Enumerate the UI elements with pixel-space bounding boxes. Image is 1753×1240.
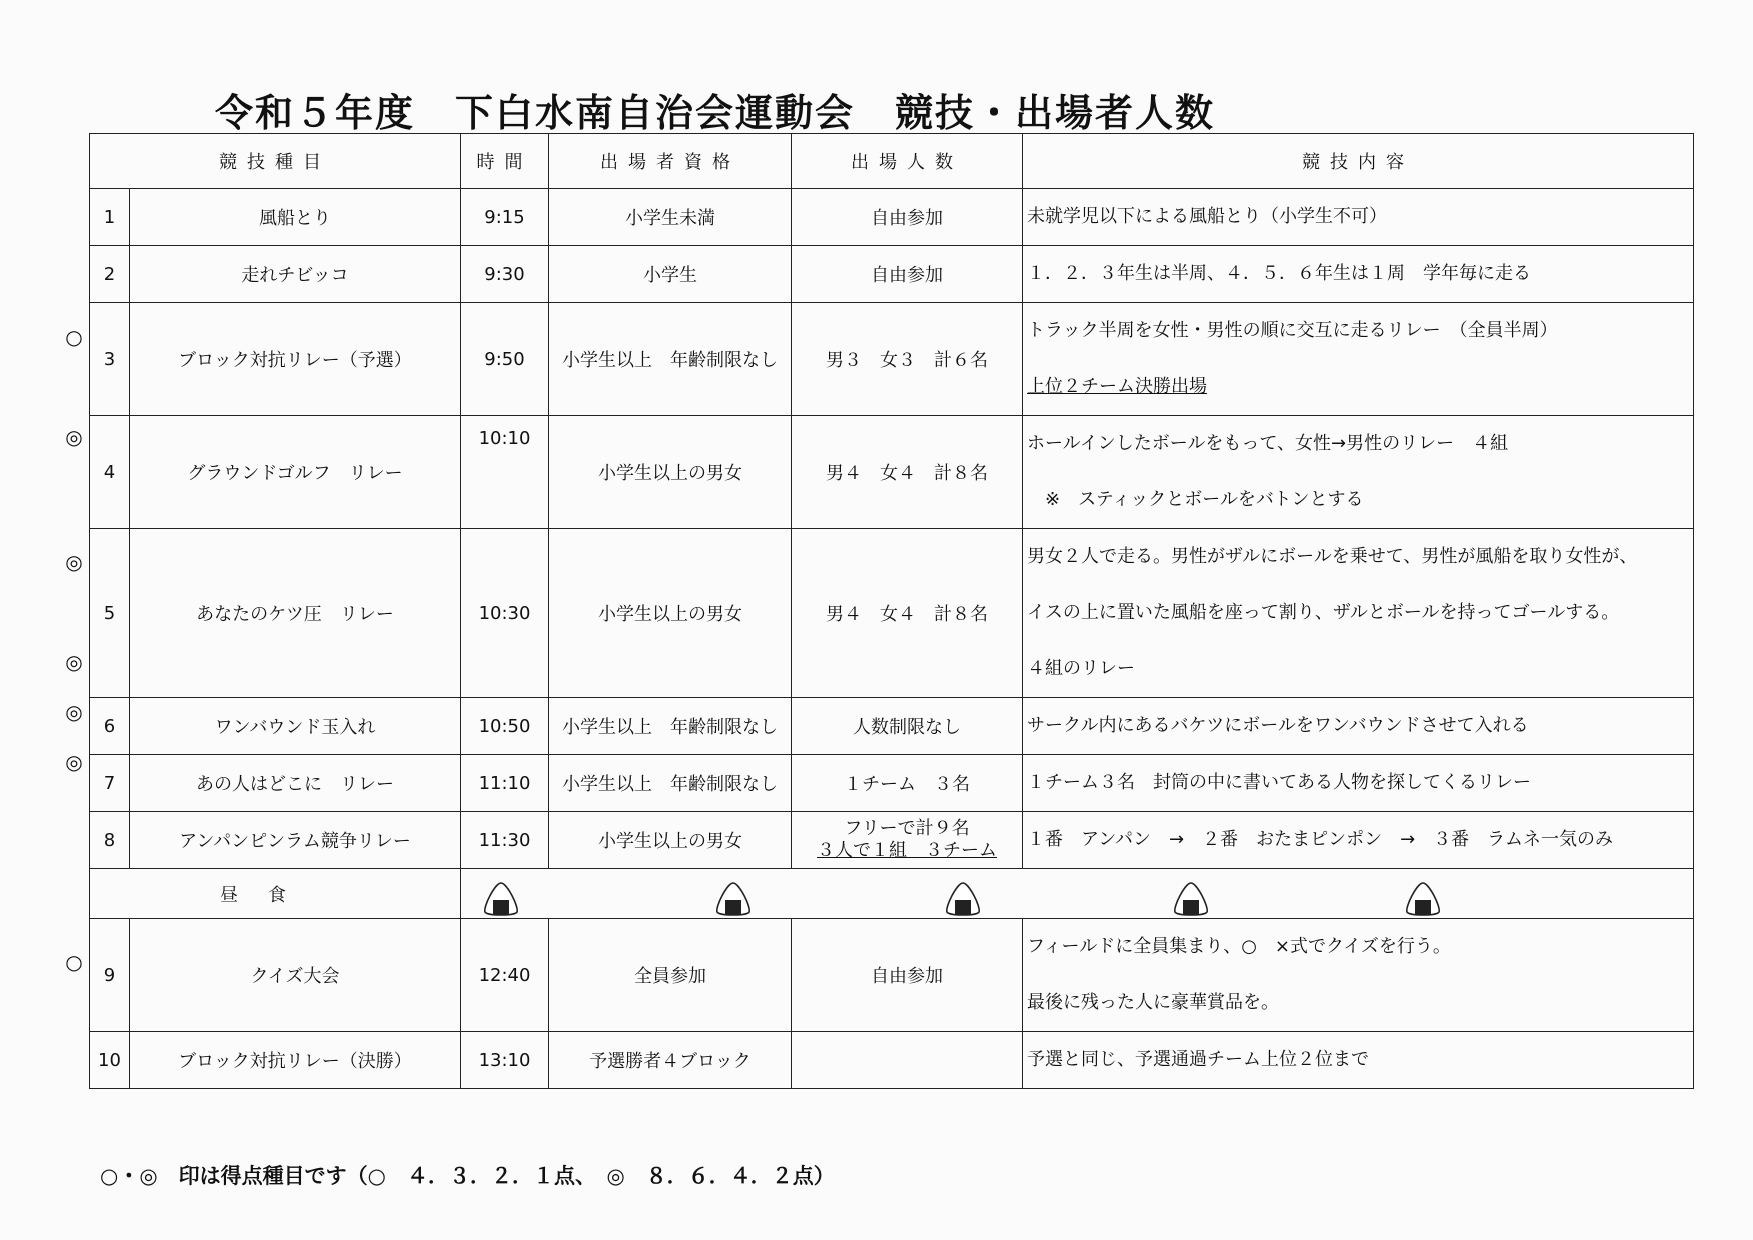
eligibility: 小学生以上の男女 (549, 529, 792, 698)
onigiri-icon (943, 881, 983, 917)
table-row (90, 1032, 1694, 1089)
content-line: トラック半周を女性・男性の順に交互に走るリレー （全員半周） (1027, 320, 1558, 341)
row-number: 6 (90, 698, 130, 755)
event-content (1023, 919, 1694, 1032)
page-title: 令和５年度 下白水南自治会運動会 競技・出場者人数 (215, 91, 1216, 135)
row-number: 4 (90, 416, 130, 529)
row-number: 3 (90, 303, 130, 416)
participant-count: 人数制限なし (792, 698, 1023, 755)
lunch-row (90, 869, 1694, 919)
table-row (90, 416, 1694, 529)
participant-count: 男４ 女４ 計８名 (792, 529, 1023, 698)
content-line: １番 アンパン → ２番 おたまピンポン → ３番 ラムネ一気のみ (1027, 829, 1614, 850)
scoring-mark: ◎ (65, 550, 83, 574)
content-line: ４組のリレー (1027, 658, 1135, 679)
eligibility: 小学生以上 年齢制限なし (549, 755, 792, 812)
event-time: 9:15 (461, 189, 549, 246)
eligibility: 小学生以上の男女 (549, 812, 792, 869)
event-content (1023, 755, 1694, 812)
event-name: ブロック対抗リレー（予選） (130, 303, 461, 416)
row-number: 7 (90, 755, 130, 812)
event-time: 10:50 (461, 698, 549, 755)
onigiri-icon (713, 881, 753, 917)
event-name: 風船とり (130, 189, 461, 246)
content-line: フィールドに全員集まり、○ ×式でクイズを行う。 (1027, 936, 1451, 957)
lunch-label: 昼食 (90, 869, 461, 919)
event-content (1023, 189, 1694, 246)
event-time: 12:40 (461, 919, 549, 1032)
row-number: 2 (90, 246, 130, 303)
event-time: 10:10 (461, 416, 549, 529)
content-line: 予選と同じ、予選通過チーム上位２位まで (1027, 1049, 1369, 1070)
scoring-mark: ○ (65, 325, 83, 349)
event-time: 13:10 (461, 1032, 549, 1089)
table-row (90, 919, 1694, 1032)
event-content (1023, 246, 1694, 303)
content-line: 最後に残った人に豪華賞品を。 (1027, 992, 1279, 1013)
eligibility: 小学生未満 (549, 189, 792, 246)
participant-count: 男４ 女４ 計８名 (792, 416, 1023, 529)
scoring-mark: ○ (65, 950, 83, 974)
content-line: ※ スティックとボールをバトンとする (1027, 489, 1364, 510)
event-time: 11:30 (461, 812, 549, 869)
participant-count (792, 812, 1023, 869)
content-line: 上位２チーム決勝出場 (1027, 376, 1207, 397)
event-name: ブロック対抗リレー（決勝） (130, 1032, 461, 1089)
row-number: 1 (90, 189, 130, 246)
count-line-2: ３人で１組 ３チーム (817, 840, 997, 861)
participant-count: 自由参加 (792, 189, 1023, 246)
header-time: 時間 (461, 134, 549, 189)
onigiri-icon (481, 881, 521, 917)
participant-count: １チーム ３名 (792, 755, 1023, 812)
eligibility: 小学生以上 年齢制限なし (549, 698, 792, 755)
event-name: 走れチビッコ (130, 246, 461, 303)
scoring-mark: ◎ (65, 700, 83, 724)
event-time: 10:30 (461, 529, 549, 698)
table-row (90, 812, 1694, 869)
content-line: １．２．３年生は半周、４．５．６年生は１周 学年毎に走る (1027, 263, 1531, 284)
content-line: 未就学児以下による風船とり（小学生不可） (1027, 206, 1387, 227)
event-content (1023, 529, 1694, 698)
table-row (90, 189, 1694, 246)
participant-count: 男３ 女３ 計６名 (792, 303, 1023, 416)
eligibility: 小学生以上 年齢制限なし (549, 303, 792, 416)
onigiri-icon (1171, 881, 1211, 917)
row-number: 10 (90, 1032, 130, 1089)
eligibility: 全員参加 (549, 919, 792, 1032)
event-time: 9:50 (461, 303, 549, 416)
event-time: 11:10 (461, 755, 549, 812)
row-number: 5 (90, 529, 130, 698)
eligibility: 小学生 (549, 246, 792, 303)
row-number: 9 (90, 919, 130, 1032)
event-name: アンパンピンラム競争リレー (130, 812, 461, 869)
event-content (1023, 1032, 1694, 1089)
content-line: ホールインしたボールをもって、女性→男性のリレー ４組 (1027, 433, 1509, 454)
table-row (90, 755, 1694, 812)
header-eligibility: 出場者資格 (549, 134, 792, 189)
content-line: イスの上に置いた風船を座って割り、ザルとボールを持ってゴールする。 (1027, 602, 1620, 623)
event-content (1023, 303, 1694, 416)
header-content: 競技内容 (1023, 134, 1694, 189)
scoring-mark: ◎ (65, 650, 83, 674)
header-row (90, 134, 1694, 189)
participant-count: 自由参加 (792, 246, 1023, 303)
scoring-mark: ◎ (65, 425, 83, 449)
participant-count: 自由参加 (792, 919, 1023, 1032)
scoring-mark: ◎ (65, 750, 83, 774)
footer-note: ○・◎ 印は得点種目です（○ ４．３．２．１点、 ◎ ８．６．４．２点） (100, 1164, 835, 1188)
content-line: サークル内にあるバケツにボールをワンバウンドさせて入れる (1027, 715, 1529, 736)
event-name: あなたのケツ圧 リレー (130, 529, 461, 698)
schedule-table (89, 133, 1694, 1089)
event-name: グラウンドゴルフ リレー (130, 416, 461, 529)
table-row (90, 246, 1694, 303)
event-content (1023, 812, 1694, 869)
header-count: 出場人数 (792, 134, 1023, 189)
table-row (90, 303, 1694, 416)
participant-count (792, 1032, 1023, 1089)
event-content (1023, 416, 1694, 529)
onigiri-icon (1403, 881, 1443, 917)
event-name: あの人はどこに リレー (130, 755, 461, 812)
content-line: １チーム３名 封筒の中に書いてある人物を探してくるリレー (1027, 772, 1531, 793)
eligibility: 予選勝者４ブロック (549, 1032, 792, 1089)
event-content (1023, 698, 1694, 755)
content-line: 男女２人で走る。男性がザルにボールを乗せて、男性が風船を取り女性が、 (1027, 546, 1638, 567)
count-line: フリーで計９名 (844, 818, 970, 839)
event-time: 9:30 (461, 246, 549, 303)
lunch-icons (461, 869, 1694, 919)
row-number: 8 (90, 812, 130, 869)
event-name: ワンバウンド玉入れ (130, 698, 461, 755)
header-event: 競技種目 (90, 134, 461, 189)
table-row (90, 698, 1694, 755)
table-row (90, 529, 1694, 698)
eligibility: 小学生以上の男女 (549, 416, 792, 529)
event-name: クイズ大会 (130, 919, 461, 1032)
